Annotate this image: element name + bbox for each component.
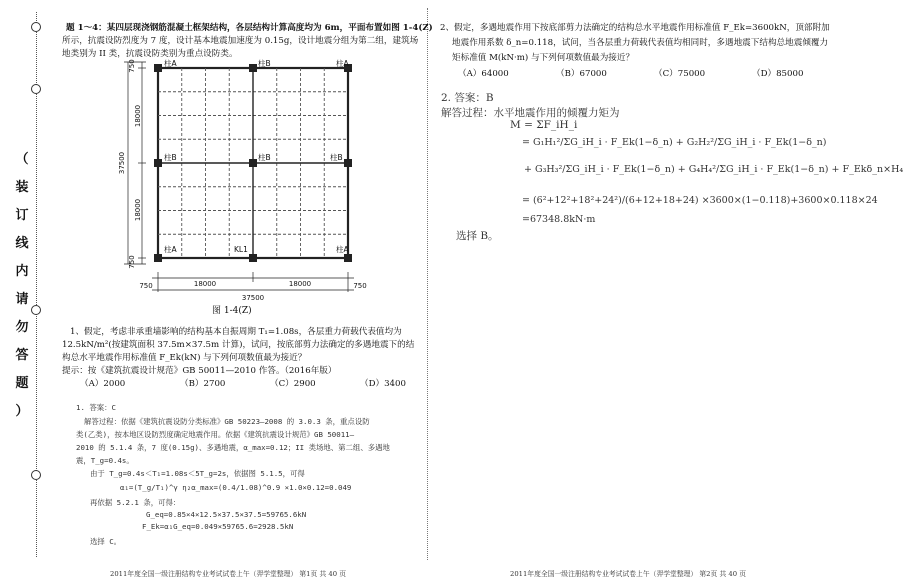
binding-notice xyxy=(14,148,30,424)
page-footer: 2011年度全国一级注册结构专业考试试卷上午（羿学堂整理） 第2页 共 40 页 xyxy=(510,570,747,578)
option-a: （A）64000 xyxy=(458,69,509,79)
answer-1-line: 选择 C。 xyxy=(90,537,122,546)
binding-char: 线 xyxy=(15,236,29,251)
question-2-line: 2、假定，多遇地震作用下按底部剪力法确定的结构总水平地震作用标准值 F_Ek=3600kN，顶部附加 xyxy=(440,23,830,33)
problem-intro-line: 地类别为 II 类，抗震设防类别为重点设防类。 xyxy=(62,49,238,59)
answer-1-formula: α₁=(T_g/T₁)^γ η₂α_max=(0.4/1.08)^0.9 ×1.0×0.12=0.049 xyxy=(120,483,352,492)
answer-2-formula: + G₃H₃²/ΣG_iH_i · F_Ek(1−δ_n) + G₄H₄²/ΣG_iH_i · F_Ek(1−δ_n) + F_Ekδ_n×H₄ xyxy=(524,164,903,175)
column-label: 柱B xyxy=(258,59,271,68)
answer-2-line: 2. 答案：B xyxy=(441,92,494,104)
dimension-label: 37500 xyxy=(241,294,265,302)
answer-1-line: 由于 T_g=0.4s＜T₁=1.08s＜5T_g=2s，依据图 5.1.5，可得 xyxy=(90,469,305,478)
option-d: （D）85000 xyxy=(752,69,804,79)
question-1-line: 1、假定，考虑非承重墙影响的结构基本自振周期 T₁=1.08s，各层重力荷载代表值均为 xyxy=(70,327,402,337)
question-2-line: 矩标准值 M(kN·m) 与下列何项数值最为接近？ xyxy=(452,53,635,63)
dimension-label: 18000 xyxy=(134,104,142,128)
binding-char: 内 xyxy=(15,264,29,279)
floor-plan-figure xyxy=(110,60,370,320)
binding-char: 请 xyxy=(15,292,29,307)
binding-char: ） xyxy=(15,404,29,419)
answer-2-formula: M = ΣF_iH_i xyxy=(510,119,578,131)
page-divider xyxy=(427,8,428,560)
binding-char: （ xyxy=(15,152,29,167)
punch-hole-icon xyxy=(31,470,41,480)
binding-char: 题 xyxy=(15,376,29,391)
option-c: （C）75000 xyxy=(654,69,706,79)
dimension-label: 37500 xyxy=(118,151,126,175)
column-label: 柱A xyxy=(164,245,177,254)
answer-1-formula: F_Ek=α₁G_eq=0.049×59765.6=2928.5kN xyxy=(142,522,294,531)
binding-char: 装 xyxy=(15,180,29,195)
problem-intro-line: 题 1～4：某四层现浇钢筋混凝土框架结构，各层结构计算高度均为 6m，平面布置如图 1-4(Z) xyxy=(66,23,433,33)
dimension-label: 750 xyxy=(128,255,136,269)
answer-1-line: 震，T_g=0.4s。 xyxy=(76,456,134,465)
question-1-options xyxy=(80,378,406,391)
dimension-label: 750 xyxy=(128,59,136,73)
answer-2-result: =67348.8kN·m xyxy=(522,214,596,225)
answer-2-formula: = (6²+12²+18²+24²)/(6+12+18+24) ×3600×(1−0.118)+3600×0.118×24 xyxy=(522,195,878,206)
answer-2-line: 解答过程：水平地震作用的倾覆力矩为 xyxy=(441,107,620,119)
question-1-line: 12.5kN/m²(按建筑面积 37.5m×37.5m 计算)，试问，按底部剪力法确定的多遇地震下的结 xyxy=(62,340,415,350)
binding-margin xyxy=(0,0,38,587)
answer-2-line: 选择 B。 xyxy=(456,230,499,242)
binding-char: 勿 xyxy=(15,320,29,335)
binding-char: 答 xyxy=(15,348,29,363)
dimension-label: 18000 xyxy=(193,280,217,288)
question-2-line: 地震作用系数 δ_n=0.118，试问，当各层重力荷载代表值均相同时，多遇地震下结构总地震倾覆力 xyxy=(452,38,829,48)
column-label: 柱A xyxy=(164,59,177,68)
answer-1-line: 1. 答案：C xyxy=(76,403,116,412)
punch-hole-icon xyxy=(31,22,41,32)
option-b: （B）67000 xyxy=(556,69,607,79)
question-1-line: 构总水平地震作用标准值 F_Ek(kN) 与下列何项数值最为接近？ xyxy=(62,353,307,363)
binding-char: 订 xyxy=(15,208,29,223)
option-b: （B）2700 xyxy=(180,379,226,389)
figure-caption: 图 1-4(Z) xyxy=(212,306,252,316)
problem-intro-line: 所示，抗震设防烈度为 7 度，设计基本地震加速度为 0.15g，设计地震分组为第二组，建筑场 xyxy=(62,36,419,46)
option-d: （D）3400 xyxy=(360,379,406,389)
answer-1-line: 类(乙类)，按本地区设防烈度确定地震作用。依据《建筑抗震设计规范》GB 50011— xyxy=(76,430,355,439)
answer-1-formula: G_eq=0.85×4×12.5×37.5×37.5=59765.6kN xyxy=(146,510,307,519)
option-c: （C）2900 xyxy=(270,379,316,389)
column-label: 柱B xyxy=(330,153,343,162)
column-label: 柱B xyxy=(258,153,271,162)
punch-hole-icon xyxy=(31,305,41,315)
dimension-label: 750 xyxy=(353,282,367,290)
question-1-hint: 提示：按《建筑抗震设计规范》GB 50011—2010 作答。（2016年版） xyxy=(62,366,337,376)
answer-1-line: 2010 的 5.1.4 条，7 度(0.15g)、多遇地震，α_max=0.12；II 类场地、第二组、多遇地 xyxy=(76,443,390,452)
answer-1-line: 再依据 5.2.1 条，可得： xyxy=(90,498,181,507)
dimension-label: 18000 xyxy=(134,198,142,222)
option-a: （A）2000 xyxy=(80,379,126,389)
column-label: 柱A xyxy=(336,59,349,68)
punch-hole-icon xyxy=(31,84,41,94)
beam-label: KL1 xyxy=(234,245,248,254)
column-label: 柱A xyxy=(336,245,349,254)
column-label: 柱B xyxy=(164,153,177,162)
question-2-options xyxy=(458,68,803,81)
answer-2-formula: = G₁H₁²/ΣG_iH_i · F_Ek(1−δ_n) + G₂H₂²/ΣG_iH_i · F_Ek(1−δ_n) xyxy=(522,137,827,148)
dimension-label: 750 xyxy=(139,282,153,290)
answer-1-line: 解答过程：依据《建筑抗震设防分类标准》GB 50223—2008 的 3.0.3 条，重点设防 xyxy=(84,417,370,426)
dimension-label: 18000 xyxy=(288,280,312,288)
page-footer: 2011年度全国一级注册结构专业考试试卷上午（羿学堂整理） 第1页 共 40 页 xyxy=(110,570,347,578)
